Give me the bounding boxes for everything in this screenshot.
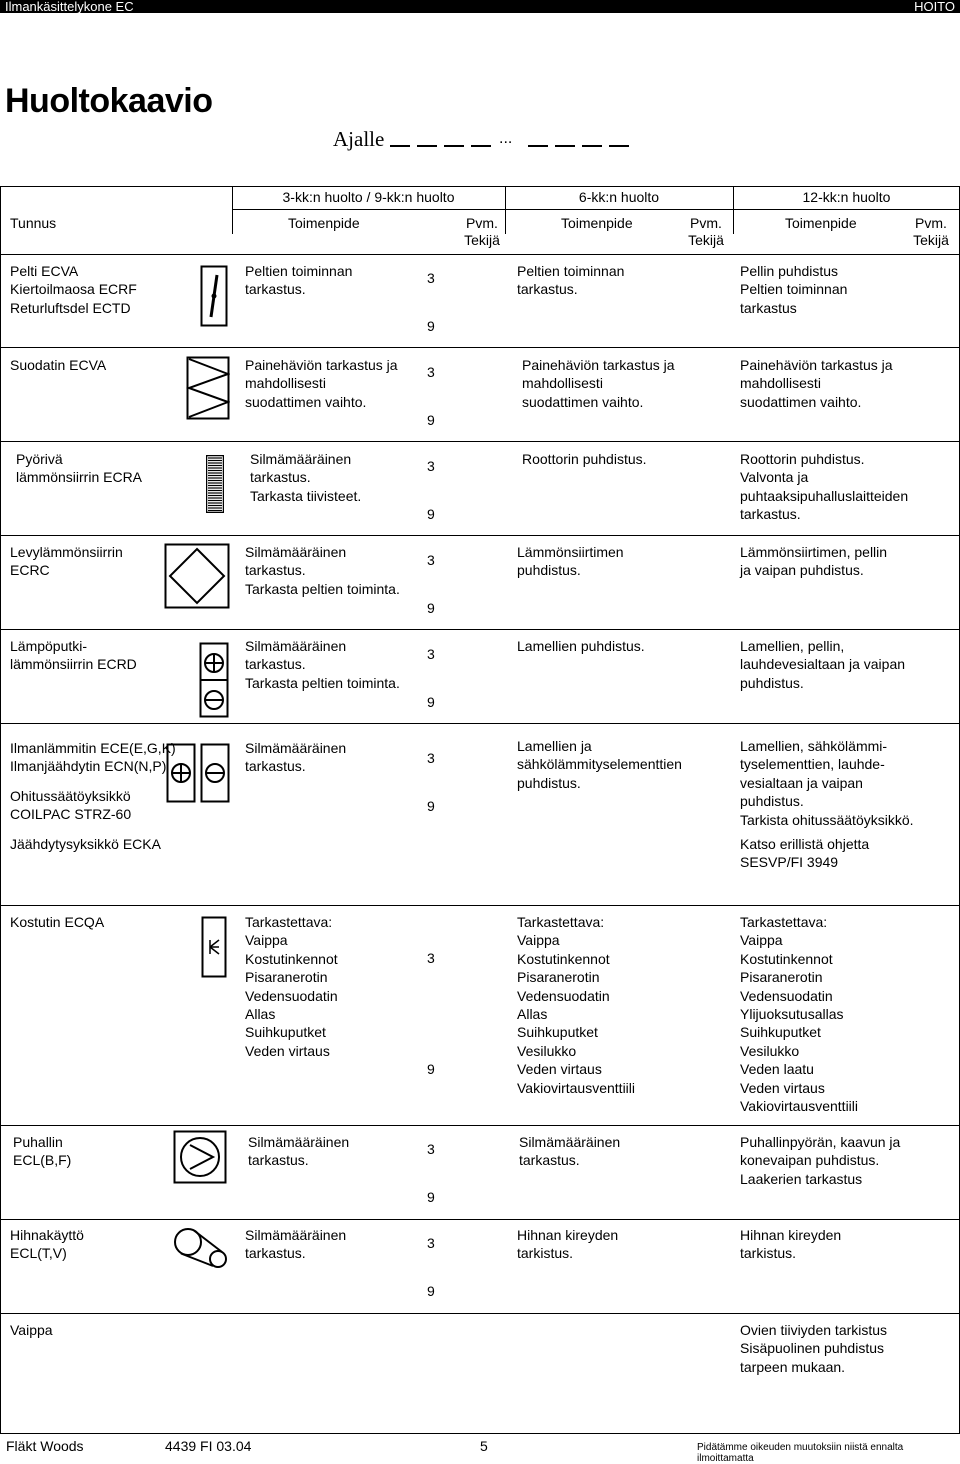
date-blank <box>390 145 410 147</box>
task-3-9: Silmämääräinen tarkastus. <box>248 1134 350 1169</box>
task-12: Pellin puhdistus Peltien toiminnan tarkastus <box>740 263 848 316</box>
interval-9: 9 <box>427 694 435 710</box>
heat-pipe-icon <box>199 642 229 718</box>
row-divider <box>0 441 960 442</box>
col-toimenpide-3: Toimenpide <box>785 215 857 231</box>
row-divider <box>0 535 960 536</box>
col-toimenpide-2: Toimenpide <box>561 215 633 231</box>
task-3-9: Silmämääräinen tarkastus. <box>245 1227 347 1262</box>
task-3-9: Silmämääräinen tarkastus. Tarkasta peltien toiminta. <box>245 638 400 691</box>
row-name: Lämpöputki- lämmönsiirrin ECRD <box>10 638 137 673</box>
header-bottom-line <box>0 254 960 255</box>
interval-3: 3 <box>427 458 435 474</box>
humidifier-icon <box>201 916 227 978</box>
footer-rights: Pidätämme oikeuden muutoksiin niistä ennalta ilmoittamatta <box>697 1442 904 1464</box>
task-3-9: Silmämääräinen tarkastus. Tarkasta tiivisteet. <box>250 451 362 504</box>
heater-cooler-icon <box>166 743 230 803</box>
task-6: Painehäviön tarkastus ja mahdollisesti suodattimen vaihto. <box>522 357 675 410</box>
task-12-cooling: Katso erillistä ohjetta SESVP/FI 3949 <box>740 836 870 871</box>
col-pvm-2: Pvm. Tekijä <box>688 215 724 248</box>
row-name: Pyörivä lämmönsiirrin ECRA <box>16 451 143 486</box>
row-name-cooling: Jäähdytysyksikkö ECKA <box>10 836 161 852</box>
ajalle-label: Ajalle <box>333 127 385 151</box>
filter-icon <box>186 356 230 420</box>
task-6: Hihnan kireyden tarkistus. <box>517 1227 619 1262</box>
interval-9: 9 <box>427 1283 435 1299</box>
task-3-9: Silmämääräinen tarkastus. <box>245 740 347 775</box>
row-divider <box>0 629 960 630</box>
header-divider <box>232 209 960 210</box>
top-bar <box>0 0 960 13</box>
group-header-12: 12-kk:n huolto <box>802 189 891 205</box>
task-12: Tarkastettava: Vaippa Kostutinkennot Pisaranerotin Vedensuodatin Ylijuoksutusallas Suihkuputket Vesilukko Veden laatu Veden virtaus Vakiovirtausventtiili <box>740 914 859 1115</box>
footer-brand: Fläkt Woods <box>6 1438 84 1454</box>
interval-3: 3 <box>427 646 435 662</box>
header-section: HOITO <box>914 0 955 14</box>
interval-3: 3 <box>427 364 435 380</box>
task-12: Ovien tiiviyden tarkistus Sisäpuolinen puhdistus tarpeen mukaan. <box>740 1322 888 1375</box>
row-divider <box>0 1219 960 1220</box>
row-divider <box>0 1125 960 1126</box>
interval-9: 9 <box>427 1061 435 1077</box>
task-12: Lamellien, sähkölämmi- tyselementtien, lauhde- vesialtaan ja vaipan puhdistus. Tarkista ohitussäätöyksikkö. <box>740 738 914 828</box>
interval-9: 9 <box>427 412 435 428</box>
row-name: Kostutin ECQA <box>10 914 105 930</box>
footer-page-number: 5 <box>480 1438 488 1454</box>
interval-9: 9 <box>427 506 435 522</box>
row-divider <box>0 347 960 348</box>
interval-9: 9 <box>427 798 435 814</box>
footer-code: 4439 FI 03.04 <box>165 1438 252 1454</box>
task-3-9: Peltien toiminnan tarkastus. <box>245 263 353 298</box>
belt-drive-icon <box>173 1226 229 1272</box>
task-12: Roottorin puhdistus. Valvonta ja puhtaaksipuhalluslaitteiden tarkastus. <box>740 451 909 523</box>
date-blank <box>471 145 491 147</box>
date-blank <box>555 145 575 147</box>
row-name: Puhallin ECL(B,F) <box>13 1134 72 1169</box>
interval-3: 3 <box>427 950 435 966</box>
col-toimenpide-1: Toimenpide <box>288 215 360 231</box>
interval-9: 9 <box>427 318 435 334</box>
interval-9: 9 <box>427 1189 435 1205</box>
interval-9: 9 <box>427 600 435 616</box>
group-header-3-9: 3-kk:n huolto / 9-kk:n huolto <box>282 189 455 205</box>
row-name: Pelti ECVA Kiertoilmaosa ECRF Returluftsdel ECTD <box>10 263 137 316</box>
header-product: Ilmankäsittelykone EC <box>5 0 134 14</box>
task-3-9: Painehäviön tarkastus ja mahdollisesti suodattimen vaihto. <box>245 357 398 410</box>
task-6: Silmämääräinen tarkastus. <box>519 1134 621 1169</box>
date-blank <box>582 145 602 147</box>
task-12: Lämmönsiirtimen, pellin ja vaipan puhdistus. <box>740 544 888 579</box>
row-name: Levylämmönsiirrin ECRC <box>10 544 123 579</box>
rotary-exchanger-icon <box>206 455 224 513</box>
date-blank <box>417 145 437 147</box>
task-6: Lamellien puhdistus. <box>517 638 645 654</box>
task-6: Tarkastettava: Vaippa Kostutinkennot Pisaranerotin Vedensuodatin Allas Suihkuputket Vesilukko Veden virtaus Vakiovirtausventtiili <box>517 914 636 1096</box>
task-12: Lamellien, pellin, lauhdevesialtaan ja vaipan puhdistus. <box>740 638 906 691</box>
row-name: Vaippa <box>10 1322 53 1338</box>
date-blank <box>609 145 629 147</box>
date-blank <box>444 145 464 147</box>
row-name-bypass: Ohitussäätöyksikkö COILPAC STRZ-60 <box>10 788 132 823</box>
task-6: Lämmönsiirtimen puhdistus. <box>517 544 624 579</box>
col-pvm-1: Pvm. Tekijä <box>464 215 500 248</box>
group-header-6: 6-kk:n huolto <box>578 189 660 205</box>
interval-3: 3 <box>427 270 435 286</box>
date-separator: ... <box>499 130 513 147</box>
task-12: Painehäviön tarkastus ja mahdollisesti suodattimen vaihto. <box>740 357 893 410</box>
task-12: Hihnan kireyden tarkistus. <box>740 1227 842 1262</box>
task-3-9: Tarkastettava: Vaippa Kostutinkennot Pisaranerotin Vedensuodatin Allas Suihkuputket Veden virtaus <box>245 914 338 1059</box>
interval-3: 3 <box>427 750 435 766</box>
task-6: Roottorin puhdistus. <box>522 451 647 467</box>
fan-icon <box>173 1130 227 1184</box>
row-divider <box>0 723 960 724</box>
interval-3: 3 <box>427 552 435 568</box>
damper-icon <box>200 265 228 327</box>
task-6: Lamellien ja sähkölämmityselementtien puhdistus. <box>517 738 682 791</box>
interval-3: 3 <box>427 1141 435 1157</box>
row-divider <box>0 905 960 906</box>
date-blank <box>528 145 548 147</box>
col-pvm-3: Pvm. Tekijä <box>913 215 949 248</box>
task-3-9: Silmämääräinen tarkastus. Tarkasta peltien toiminta. <box>245 544 400 597</box>
plate-exchanger-icon <box>164 543 230 609</box>
task-6: Peltien toiminnan tarkastus. <box>517 263 625 298</box>
row-name: Hihnakäyttö ECL(T,V) <box>10 1227 84 1262</box>
task-12: Puhallinpyörän, kaavun ja konevaipan puhdistus. Laakerien tarkastus <box>740 1134 901 1187</box>
col-tunnus: Tunnus <box>10 215 57 231</box>
interval-3: 3 <box>427 1235 435 1251</box>
row-divider <box>0 1313 960 1314</box>
page-title: Huoltokaavio <box>5 82 213 120</box>
row-name: Suodatin ECVA <box>10 357 107 373</box>
row-name: Ilmanlämmitin ECE(E,G,K) Ilmanjäähdytin ECN(N,P) <box>10 740 176 775</box>
